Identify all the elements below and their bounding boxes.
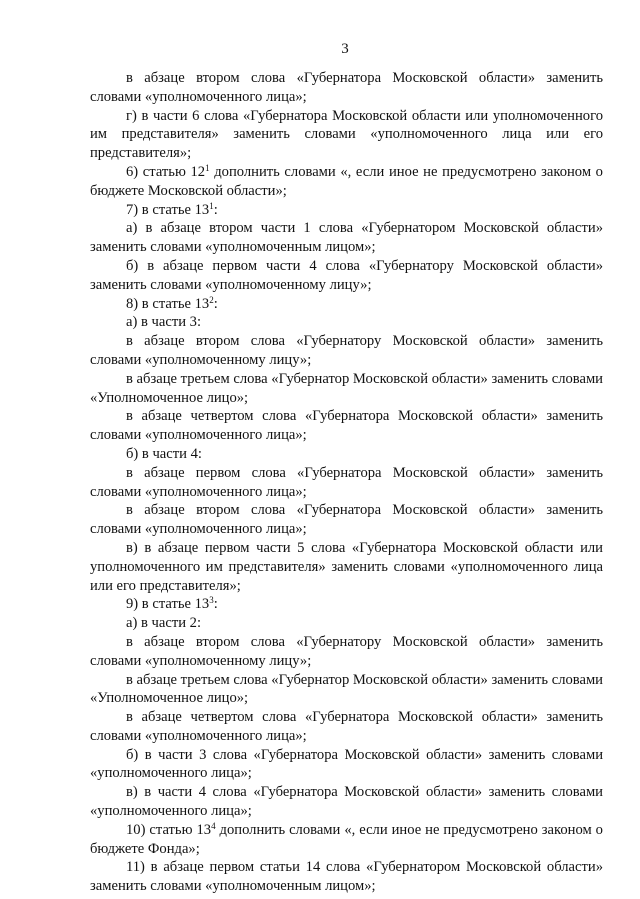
paragraph: б) в части 4: xyxy=(126,445,202,462)
paragraph: б) в абзаце первом части 4 слова «Губернатору Московской области» заменить словами «уполномоченному лицу»; xyxy=(90,257,603,293)
paragraph-text: 8) в статье 13 xyxy=(126,295,210,312)
superscript: 4 xyxy=(211,820,216,831)
paragraph: в абзаце втором слова «Губернатора Московской области» заменить словами «уполномоченного лица»; xyxy=(90,502,603,538)
paragraph-text: 7) в статье 13 xyxy=(126,201,210,218)
paragraph-text: : xyxy=(213,295,218,312)
paragraph-text: : xyxy=(213,201,218,218)
paragraph-text: 10) статью 13 xyxy=(126,821,212,838)
paragraph-text: : xyxy=(213,596,218,613)
paragraph: в абзаце четвертом слова «Губернатора Московской области» заменить словами «уполномоченного лица»; xyxy=(90,709,603,744)
paragraph: а) в части 3: xyxy=(126,314,202,331)
paragraph: а) в части 2: xyxy=(126,615,202,632)
paragraph xyxy=(90,821,603,859)
paragraph: г) в части 6 слова «Губернатора Московской области или уполномоченного им представителя» заменить словами «уполномоченного лица или его представителя»; xyxy=(90,107,603,162)
paragraph xyxy=(90,163,603,201)
superscript: 2 xyxy=(209,294,214,305)
paragraph: в абзаце третьем слова «Губернатор Московской области» заменить словами «Уполномоченное лицо»; xyxy=(90,671,603,707)
paragraph-text: дополнить словами «, если иное не предусмотрено законом о бюджете Московской области»; xyxy=(90,163,603,199)
paragraph: в абзаце первом слова «Губернатора Московской области» заменить словами «уполномоченного лица»; xyxy=(90,464,603,500)
paragraph: б) в части 3 слова «Губернатора Московской области» заменить словами «уполномоченного лица»; xyxy=(90,746,603,782)
paragraph-text: дополнить словами «, если иное не предусмотрено законом о бюджете Фонда»; xyxy=(90,821,603,857)
paragraph: в) в части 4 слова «Губернатора Московской области» заменить словами «уполномоченного лица»; xyxy=(90,784,603,820)
paragraph: в абзаце четвертом слова «Губернатора Московской области» заменить словами «уполномоченного лица»; xyxy=(90,408,603,444)
paragraph xyxy=(90,201,603,220)
paragraph: в) в абзаце первом части 5 слова «Губернатора Московской области или уполномоченного им представителя» заменить словами «уполномоченного лица или его представителя»; xyxy=(90,539,603,594)
page-number: 3 xyxy=(341,41,349,57)
paragraph: в абзаце втором слова «Губернатору Московской области» заменить словами «уполномоченному лицу»; xyxy=(90,333,603,368)
document-body xyxy=(90,69,603,896)
paragraph: 11) в абзаце первом статьи 14 слова «Губернатором Московской области» заменить словами «уполномоченным лицом»; xyxy=(90,859,603,895)
paragraph-text: 9) в статье 13 xyxy=(126,596,210,613)
paragraph xyxy=(90,295,603,314)
paragraph-text: 6) статью 12 xyxy=(126,163,206,180)
superscript: 1 xyxy=(209,200,214,211)
paragraph: а) в абзаце втором части 1 слова «Губернатором Московской области» заменить словами «уполномоченным лицом»; xyxy=(90,220,603,256)
superscript: 1 xyxy=(205,162,210,173)
paragraph: в абзаце третьем слова «Губернатор Московской области» заменить словами «Уполномоченное лицо»; xyxy=(90,370,603,406)
paragraph xyxy=(90,595,603,614)
superscript: 3 xyxy=(209,595,214,606)
paragraph: в абзаце втором слова «Губернатора Московской области» заменить словами «уполномоченного лица»; xyxy=(90,70,603,105)
paragraph: в абзаце втором слова «Губернатору Московской области» заменить словами «уполномоченному лицу»; xyxy=(90,633,603,669)
